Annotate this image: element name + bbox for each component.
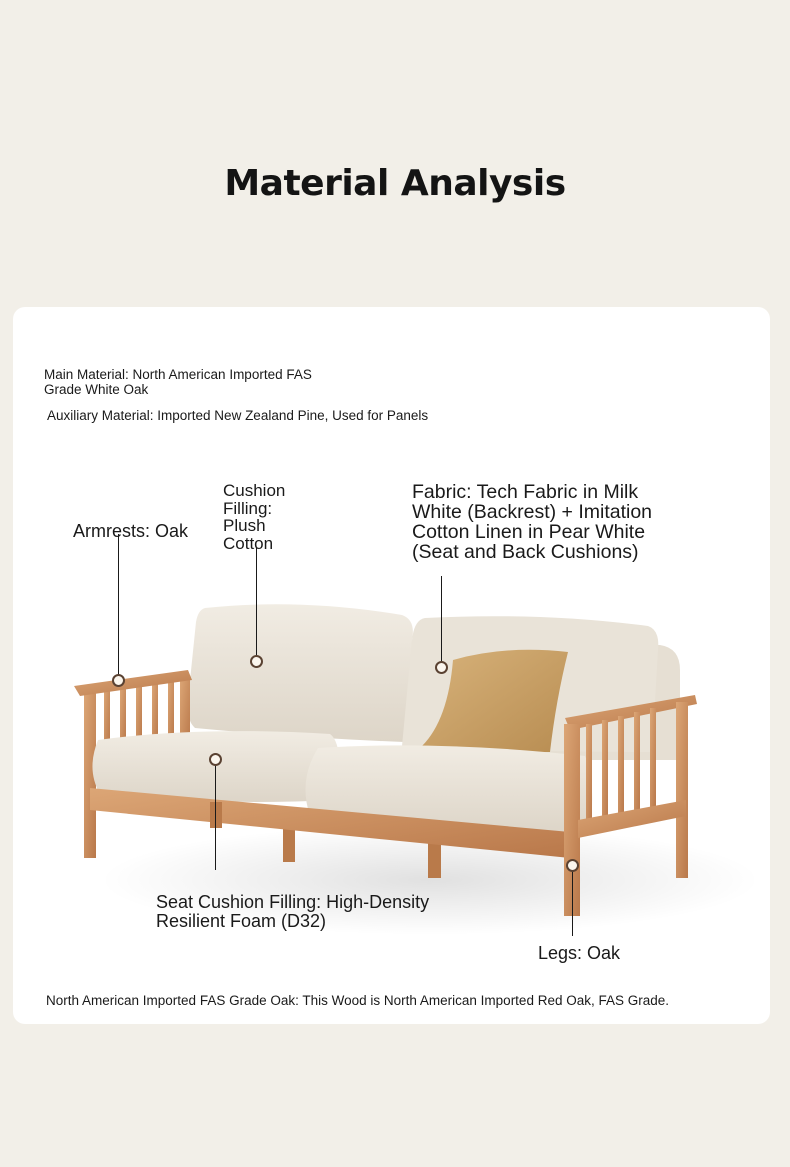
auxiliary-material-text: Auxiliary Material: Imported New Zealand Pine, Used for Panels: [47, 408, 429, 423]
armrests-marker: [112, 674, 125, 687]
cushion-filling-marker: [250, 655, 263, 668]
fabric-leader-line: [441, 576, 442, 666]
legs-label: Legs: Oak: [538, 943, 621, 963]
page-title: Material Analysis: [224, 163, 566, 204]
seat-leader-line: [215, 760, 216, 870]
armrests-leader-line: [118, 534, 119, 680]
footnote-text: North American Imported FAS Grade Oak: This Wood is North American Imported Red Oak, FAS Grade.: [46, 993, 670, 1008]
fabric-label: Fabric: Tech Fabric in Milk White (Backrest) + Imitation Cotton Linen in Pear White (Seat and Back Cushions): [412, 481, 653, 563]
seat-filling-label: Seat Cushion Filling: High-Density Resilient Foam (D32): [156, 892, 430, 931]
fabric-marker: [435, 661, 448, 674]
legs-leader-line: [572, 866, 573, 936]
seat-filling-marker: [209, 753, 222, 766]
legs-marker: [566, 859, 579, 872]
armrests-label: Armrests: Oak: [73, 521, 189, 541]
back-cushion-left: [188, 604, 413, 742]
cushion-filling-label: Cushion Filling: Plush Cotton: [223, 481, 286, 553]
back-leg: [428, 840, 441, 878]
cushion-leader-line: [256, 548, 257, 660]
main-material-text: Main Material: North American Imported FAS Grade White Oak: [44, 367, 312, 397]
